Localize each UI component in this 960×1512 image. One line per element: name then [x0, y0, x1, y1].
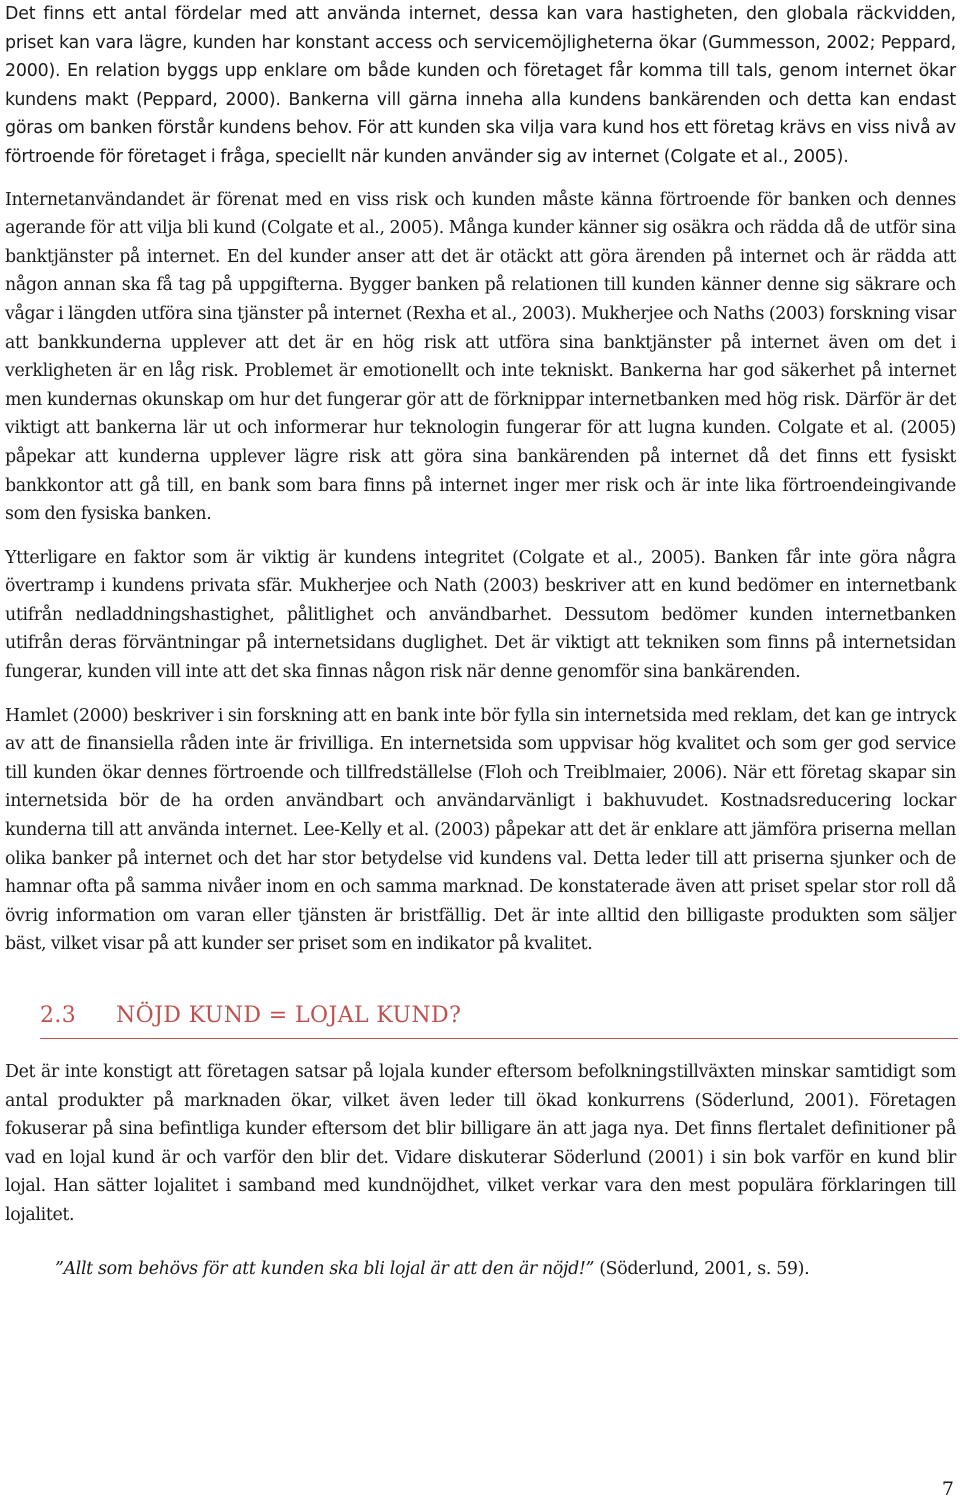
- block-quote: [5, 1255, 956, 1284]
- paragraph-loyal-customers: Det är inte konstigt att företagen satsar på lojala kunder eftersom befolkningstillväxten minskar samtidigt som antal produkter på marknaden ökar, vilket även leder till ökad konkurrens (Söderlund, 2001). Företagen fokuserar på sina befintliga kunder eftersom det blir billigare än att jaga nya. Det finns flertalet definitioner på vad en lojal kund är och varför den blir det. Vidare diskuterar Söderlund (2001) i sin bok varför en kund blir lojal. Han sätter lojalitet i samband med kundnöjdhet, vilket verkar vara den mest populära förklaringen till lojalitet.: [5, 1062, 956, 1225]
- quote-text: ”Allt som behövs för att kunden ska bli lojal är att den är nöjd!”: [55, 1258, 595, 1279]
- paragraph-website-quality: Hamlet (2000) beskriver i sin forskning att en bank inte bör fylla sin internetsida med reklam, det kan ge intryck av att de finansiella råden inte är frivilliga. En internetsida som uppvisar hög kvalitet och som ger god service till kunden ökar dennes förtroende och tillfredställelse (Floh och Treiblmaier, 2006). När ett företag skapar sin internetsida bör de ha orden användbart och användarvänligt i bakhuvudet. Kostnadsreducering lockar kunderna till att använda internet. Lee-Kelly et al. (2003) påpekar att det är enklare att jämföra priserna mellan olika banker på internet och det har stor betydelse vid kundens val. Detta leder till att priserna sjunker och de hamnar ofta på samma nivåer inom en och samma marknad. De konstaterade även att priset spelar stor roll då övrig information om varan eller tjänsten är bristfällig. Det är inte alltid den billigaste produkten som säljer bäst, vilket visar på att kunder ser priset som en indikator på kvalitet.: [5, 705, 956, 955]
- paragraph-internet-risk: Internetanvändandet är förenat med en viss risk och kunden måste känna förtroende för banken och dennes agerande för att vilja bli kund (Colgate et al., 2005). Många kunder känner sig osäkra och rädda då de utför sina banktjänster på internet. En del kunder anser att det är otäckt att göra ärenden på internet och är rädda att någon annan ska få tag på uppgifterna. Bygger banken på relationen till kunden känner denne sig säkrare och vågar i längden utföra sina tjänster på internet (Rexha et al., 2003). Mukherjee och Naths (2003) forskning visar att bankkunderna upplever att det är en hög risk att utföra sina banktjänster på internet även om det i verkligheten är en låg risk. Problemet är emotionellt och inte tekniskt. Bankerna har god säkerhet på internet men kundernas okunskap om hur det fungerar gör att de förknippar internetbanken med hög risk. Därför är det viktigt att bankerna lär ut och informerar hur teknologin fungerar för att lugna kunden. Colgate et al. (2005) påpekar att kunderna upplever lägre risk att göra sina bankärenden på internet då det finns ett fysiskt bankkontor att gå till, en bank som bara finns på internet inger mer risk och är inte lika förtroendeingivande som den fysiska banken.: [5, 189, 956, 525]
- paragraph-customer-integrity: Ytterligare en faktor som är viktig är kundens integritet (Colgate et al., 2005). Banken får inte göra några övertramp i kundens privata sfär. Mukherjee och Nath (2003) beskriver att en kund bedömer en internetbank utifrån nedladdningshastighet, pålitlighet och användbarhet. Dessutom bedömer kunden internetbanken utifrån deras förväntningar på internetsidans duglighet. Det är viktigt att tekniken som finns på internetsidan fungerar, kunden vill inte att det ska finnas någon risk när denne genomför sina bankärenden.: [5, 547, 956, 683]
- paragraph-internet-advantages: Det finns ett antal fördelar med att använda internet, dessa kan vara hastigheten, den globala räckvidden, priset kan vara lägre, kunden har konstant access och servicemöjligheterna ökar (Gummesson, 2002; Peppard, 2000). En relation byggs upp enklare om både kunden och företaget får komma till tals, genom internet ökar kundens makt (Peppard, 2000). Bankerna vill gärna inneha alla kundens bankärenden och detta kan endast göras om banken förstår kundens behov. För att kunden ska vilja vara kund hos ett företag krävs en viss nivå av förtroende för företaget i fråga, speciellt när kunden använder sig av internet (Colgate et al., 2005).: [5, 4, 956, 167]
- page-number: 7: [941, 1478, 954, 1500]
- section-number: 2.3: [40, 1003, 77, 1028]
- quote-citation: (Söderlund, 2001, s. 59).: [594, 1258, 810, 1279]
- section-heading: [40, 1002, 958, 1039]
- section-title: NÖJD KUND = LOJAL KUND?: [116, 1003, 462, 1028]
- document-page: [5, 0, 956, 1283]
